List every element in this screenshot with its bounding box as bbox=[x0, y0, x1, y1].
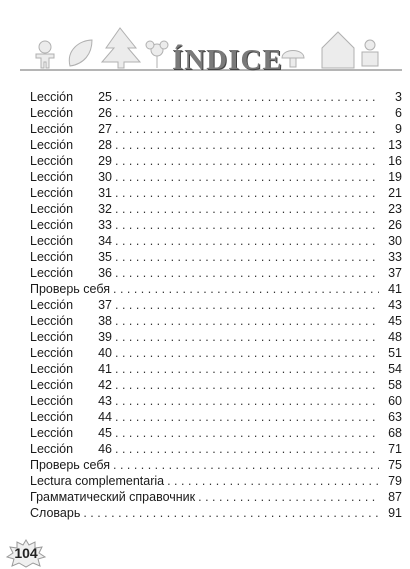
lesson-number: 38 bbox=[98, 314, 112, 328]
toc-page-number: 54 bbox=[388, 362, 402, 376]
lesson-word: Lección bbox=[30, 362, 74, 376]
lesson-word: Lección bbox=[30, 426, 74, 440]
toc-entry-label bbox=[30, 137, 112, 153]
toc-page-number: 19 bbox=[388, 170, 402, 184]
dot-leader bbox=[115, 169, 379, 185]
toc-entry-label: Lectura complementaria bbox=[30, 474, 165, 488]
page-header bbox=[0, 0, 410, 80]
toc-row bbox=[30, 201, 402, 217]
toc-entry-label: Проверь себя bbox=[30, 282, 110, 296]
dot-leader bbox=[83, 505, 379, 521]
toc-page-number: 21 bbox=[388, 186, 402, 200]
lesson-number: 42 bbox=[98, 378, 112, 392]
lesson-number: 28 bbox=[98, 138, 112, 152]
toc-row bbox=[30, 281, 402, 297]
lesson-number: 46 bbox=[98, 442, 112, 456]
dot-leader bbox=[115, 345, 379, 361]
tree-icon bbox=[102, 28, 140, 68]
toc-page-number: 33 bbox=[388, 250, 402, 264]
toc-row bbox=[30, 217, 402, 233]
toc-row bbox=[30, 233, 402, 249]
toc-page-number: 9 bbox=[395, 122, 402, 136]
toc-entry-label: Грамматический справочник bbox=[30, 490, 196, 504]
toc-page-number: 16 bbox=[388, 154, 402, 168]
dot-leader bbox=[115, 153, 379, 169]
lesson-number: 45 bbox=[98, 426, 112, 440]
lesson-number: 29 bbox=[98, 154, 112, 168]
lesson-word: Lección bbox=[30, 330, 74, 344]
toc-row bbox=[30, 409, 402, 425]
table-of-contents bbox=[30, 89, 402, 521]
toc-row bbox=[30, 329, 402, 345]
lesson-word: Lección bbox=[30, 442, 74, 456]
lesson-word: Lección bbox=[30, 218, 74, 232]
dot-leader bbox=[115, 233, 379, 249]
toc-page-number: 91 bbox=[388, 506, 402, 520]
dot-leader bbox=[115, 441, 379, 457]
dot-leader bbox=[115, 185, 379, 201]
lesson-word: Lección bbox=[30, 154, 74, 168]
dot-leader bbox=[115, 361, 379, 377]
lesson-number: 44 bbox=[98, 410, 112, 424]
dot-leader bbox=[115, 425, 379, 441]
dot-leader bbox=[115, 409, 379, 425]
flower-icon bbox=[146, 41, 168, 68]
toc-row bbox=[30, 153, 402, 169]
lesson-word: Lección bbox=[30, 202, 74, 216]
lesson-number: 26 bbox=[98, 106, 112, 120]
toc-entry-label bbox=[30, 297, 112, 313]
toc-entry-label bbox=[30, 425, 112, 441]
lesson-number: 34 bbox=[98, 234, 112, 248]
dot-leader bbox=[115, 297, 379, 313]
dot-leader bbox=[115, 329, 379, 345]
lesson-number: 39 bbox=[98, 330, 112, 344]
toc-entry-label bbox=[30, 345, 112, 361]
lesson-word: Lección bbox=[30, 170, 74, 184]
toc-page-number: 26 bbox=[388, 218, 402, 232]
toc-page-number: 87 bbox=[388, 490, 402, 504]
dot-leader bbox=[115, 89, 379, 105]
toc-page-number: 13 bbox=[388, 138, 402, 152]
toc-entry-label bbox=[30, 313, 112, 329]
lesson-number: 25 bbox=[98, 90, 112, 104]
lesson-number: 35 bbox=[98, 250, 112, 264]
toc-entry-label bbox=[30, 249, 112, 265]
lesson-word: Lección bbox=[30, 346, 74, 360]
leaf-icon bbox=[69, 40, 92, 66]
toc-page-number: 60 bbox=[388, 394, 402, 408]
toc-row bbox=[30, 425, 402, 441]
toc-page-number: 71 bbox=[388, 442, 402, 456]
toc-row bbox=[30, 297, 402, 313]
lesson-word: Lección bbox=[30, 378, 74, 392]
lesson-word: Lección bbox=[30, 234, 74, 248]
toc-entry-label bbox=[30, 265, 112, 281]
lesson-word: Lección bbox=[30, 266, 74, 280]
toc-row bbox=[30, 105, 402, 121]
lesson-word: Lección bbox=[30, 410, 74, 424]
toc-page-number: 6 bbox=[395, 106, 402, 120]
lesson-number: 31 bbox=[98, 186, 112, 200]
toc-entry-label bbox=[30, 377, 112, 393]
toc-page-number: 45 bbox=[388, 314, 402, 328]
toc-entry-label bbox=[30, 361, 112, 377]
house-icon bbox=[322, 32, 354, 68]
toc-row bbox=[30, 137, 402, 153]
dot-leader bbox=[167, 473, 379, 489]
lesson-number: 41 bbox=[98, 362, 112, 376]
toc-row bbox=[30, 265, 402, 281]
toc-row bbox=[30, 377, 402, 393]
toc-entry-label bbox=[30, 121, 112, 137]
toc-row bbox=[30, 393, 402, 409]
lesson-number: 30 bbox=[98, 170, 112, 184]
toc-page-number: 37 bbox=[388, 266, 402, 280]
mushroom-icon bbox=[282, 51, 304, 68]
lesson-word: Lección bbox=[30, 186, 74, 200]
toc-entry-label: Словарь bbox=[30, 506, 81, 520]
toc-page-number: 51 bbox=[388, 346, 402, 360]
toc-page-number: 43 bbox=[388, 298, 402, 312]
toc-row bbox=[30, 505, 402, 521]
dot-leader bbox=[115, 265, 379, 281]
toc-entry-label bbox=[30, 89, 112, 105]
toc-entry-label bbox=[30, 441, 112, 457]
toc-entry-label: Проверь себя bbox=[30, 458, 110, 472]
dot-leader bbox=[115, 393, 379, 409]
dot-leader bbox=[115, 217, 379, 233]
toc-row bbox=[30, 249, 402, 265]
figure-icon bbox=[362, 40, 378, 66]
lesson-word: Lección bbox=[30, 106, 74, 120]
toc-row bbox=[30, 361, 402, 377]
lesson-number: 32 bbox=[98, 202, 112, 216]
lesson-number: 36 bbox=[98, 266, 112, 280]
toc-page-number: 30 bbox=[388, 234, 402, 248]
toc-page-number: 75 bbox=[388, 458, 402, 472]
toc-entry-label bbox=[30, 201, 112, 217]
toc-entry-label bbox=[30, 393, 112, 409]
dot-leader bbox=[113, 281, 379, 297]
lesson-word: Lección bbox=[30, 298, 74, 312]
toc-entry-label bbox=[30, 105, 112, 121]
toc-page-number: 41 bbox=[388, 282, 402, 296]
toc-page-number: 79 bbox=[388, 474, 402, 488]
lesson-word: Lección bbox=[30, 314, 74, 328]
toc-row bbox=[30, 345, 402, 361]
lesson-word: Lección bbox=[30, 122, 74, 136]
lesson-word: Lección bbox=[30, 138, 74, 152]
toc-page-number: 63 bbox=[388, 410, 402, 424]
toc-row bbox=[30, 313, 402, 329]
toc-page-number: 58 bbox=[388, 378, 402, 392]
toc-row bbox=[30, 473, 402, 489]
toc-row bbox=[30, 185, 402, 201]
dot-leader bbox=[115, 249, 379, 265]
dot-leader bbox=[115, 377, 379, 393]
toc-entry-label bbox=[30, 169, 112, 185]
lesson-word: Lección bbox=[30, 394, 74, 408]
toc-entry-label bbox=[30, 233, 112, 249]
dot-leader bbox=[115, 105, 379, 121]
dot-leader bbox=[113, 457, 379, 473]
toc-page-number: 48 bbox=[388, 330, 402, 344]
page-title: ÍNDICE bbox=[172, 44, 283, 76]
dot-leader bbox=[115, 201, 379, 217]
dot-leader bbox=[115, 137, 379, 153]
lesson-number: 43 bbox=[98, 394, 112, 408]
toc-row bbox=[30, 121, 402, 137]
lesson-word: Lección bbox=[30, 250, 74, 264]
gingerbread-icon bbox=[36, 41, 54, 68]
lesson-number: 37 bbox=[98, 298, 112, 312]
toc-row bbox=[30, 441, 402, 457]
toc-entry-label bbox=[30, 409, 112, 425]
page-number-badge bbox=[4, 538, 48, 568]
toc-row bbox=[30, 169, 402, 185]
toc-entry-label bbox=[30, 217, 112, 233]
dot-leader bbox=[198, 489, 379, 505]
toc-row bbox=[30, 489, 402, 505]
toc-page-number: 68 bbox=[388, 426, 402, 440]
lesson-number: 33 bbox=[98, 218, 112, 232]
lesson-number: 40 bbox=[98, 346, 112, 360]
toc-entry-label bbox=[30, 185, 112, 201]
dot-leader bbox=[115, 121, 379, 137]
toc-row bbox=[30, 89, 402, 105]
toc-entry-label bbox=[30, 153, 112, 169]
page-number: 104 bbox=[14, 545, 38, 561]
lesson-word: Lección bbox=[30, 90, 74, 104]
toc-entry-label bbox=[30, 329, 112, 345]
toc-page-number: 23 bbox=[388, 202, 402, 216]
toc-page-number: 3 bbox=[395, 90, 402, 104]
dot-leader bbox=[115, 313, 379, 329]
toc-row bbox=[30, 457, 402, 473]
lesson-number: 27 bbox=[98, 122, 112, 136]
